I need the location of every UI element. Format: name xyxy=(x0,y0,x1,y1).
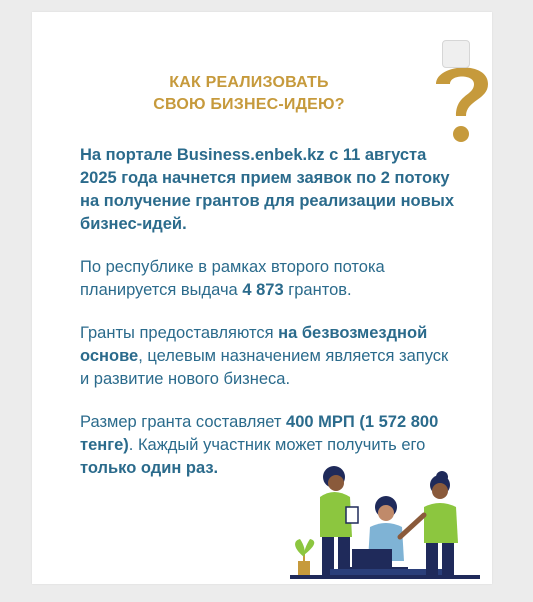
checkbox-square-icon xyxy=(442,40,470,68)
grant-amount: 400 МРП (1 572 800 тенге) xyxy=(80,413,439,454)
title-line-1: КАК РЕАЛИЗОВАТЬ xyxy=(169,74,329,91)
p3-text-end: , целевым назначением является запуск и развитие нового бизнеса. xyxy=(80,347,449,388)
p2-text-end: грантов. xyxy=(283,281,352,299)
p2-text-start: По республике в рамках второго потока планируется выдача xyxy=(80,258,385,299)
once-only-text: только один раз. xyxy=(80,459,219,477)
grants-count: 4 873 xyxy=(242,281,284,299)
title-line-2: СВОЮ БИЗНЕС-ИДЕЮ? xyxy=(153,96,345,113)
grant-terms-paragraph xyxy=(80,322,460,391)
grants-count-paragraph xyxy=(80,256,460,302)
free-basis-text: на безвозмездной основе xyxy=(80,324,428,365)
question-mark-icon xyxy=(430,54,494,144)
p4-text-mid: . Каждый участник может получить его xyxy=(128,436,426,454)
info-card xyxy=(32,12,492,584)
page-title xyxy=(124,72,374,116)
p4-text-start: Размер гранта составляет xyxy=(80,413,287,431)
p3-text-start: Гранты предоставляются xyxy=(80,324,279,342)
business-team-illustration xyxy=(290,457,480,582)
intro-paragraph: На портале Business.enbek.kz с 11 августа 2025 года начнется прием заявок по 2 потоку на получение грантов для реализации новых бизнес-идей. xyxy=(80,146,455,233)
